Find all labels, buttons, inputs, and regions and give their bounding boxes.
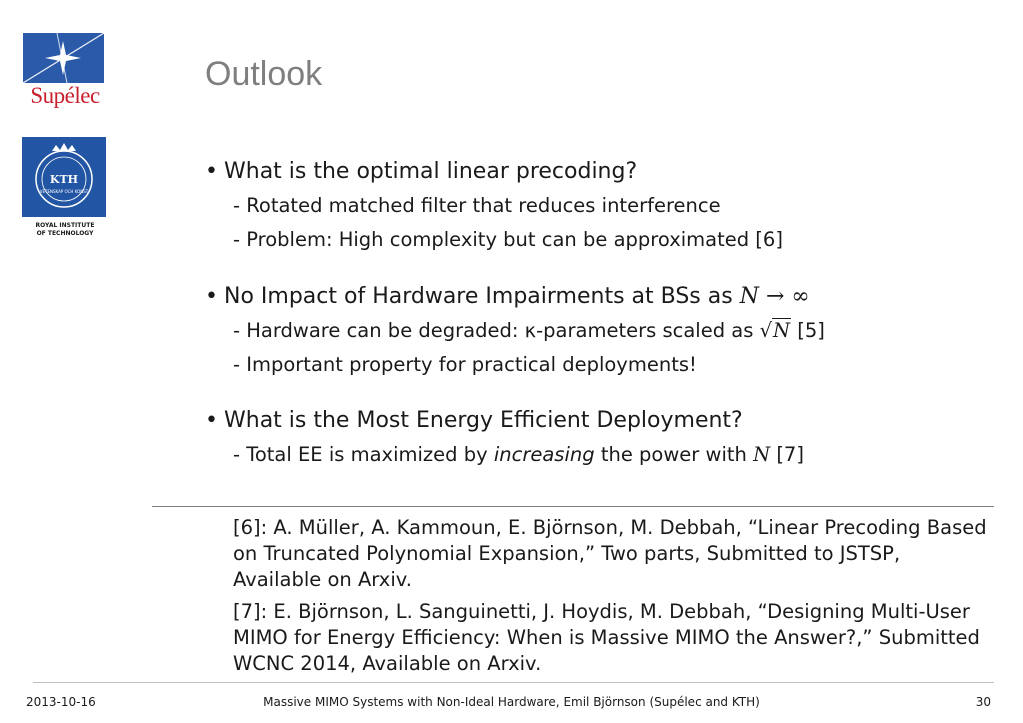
kth-logo-subtext: VETENSKAP OCH KONST — [39, 189, 89, 194]
page-number: 30 — [975, 695, 991, 709]
sub-bullet-complexity: - Problem: High complexity but can be approximated [6] — [233, 228, 783, 251]
kth-logo — [22, 137, 106, 217]
footer-divider — [33, 682, 994, 683]
reference-6: [6]: A. Müller, A. Kammoun, E. Björnson, M. Debbah, “Linear Precoding Based on Truncated Polynomial Expansion,” Two parts, Submitted to JSTSP, Available on Arxiv. — [233, 516, 987, 591]
sub-bullet-kappa-scaling: - Hardware can be degraded: κ-parameters scaled as √N [5] — [233, 319, 825, 342]
math-sqrt-n: √N — [759, 319, 791, 342]
kth-caption-line1: ROYAL INSTITUTE — [35, 222, 95, 229]
supelec-logo-text: Supélec — [30, 83, 100, 108]
sub-bullet-total-ee: - Total EE is maximized by increasing the power with N [7] — [233, 443, 804, 466]
sub-bullet-practical-property: - Important property for practical deployments! — [233, 353, 697, 376]
sub-bullet-rotated-filter: - Rotated matched filter that reduces interference — [233, 194, 721, 217]
slide-title: Outlook — [205, 55, 323, 93]
math-n-to-infinity: N → ∞ — [739, 284, 810, 309]
kth-caption-line2: OF TECHNOLOGY — [36, 230, 94, 237]
bullet-icon: • — [205, 159, 218, 184]
bullet-hardware-impairments: • No Impact of Hardware Impairments at BSs as N → ∞ — [205, 280, 1005, 314]
footer-title: Massive MIMO Systems with Non-Ideal Hardware, Emil Björnson (Supélec and KTH) — [263, 695, 760, 709]
bullet-optimal-precoding: • What is the optimal linear precoding? — [205, 155, 1005, 189]
reference-7: [7]: E. Björnson, L. Sanguinetti, J. Hoydis, M. Debbah, “Designing Multi-User MIMO for Energy Efficiency: When is Massive MIMO the Answer?,” Submitted WCNC 2014, Available on Arxiv. — [233, 600, 980, 675]
supelec-logo — [22, 33, 106, 113]
bullet-icon: • — [205, 408, 218, 433]
bullet-icon: • — [205, 284, 218, 309]
references — [233, 515, 993, 683]
kth-logo-text: KTH — [49, 173, 79, 186]
footer-date: 2013-10-16 — [26, 695, 96, 709]
kth-caption — [19, 222, 111, 238]
slide-content — [205, 155, 1005, 472]
supelec-star-icon — [23, 33, 104, 83]
bullet-energy-efficient: • What is the Most Energy Efficient Deployment? — [205, 404, 1005, 438]
references-divider — [152, 506, 994, 507]
